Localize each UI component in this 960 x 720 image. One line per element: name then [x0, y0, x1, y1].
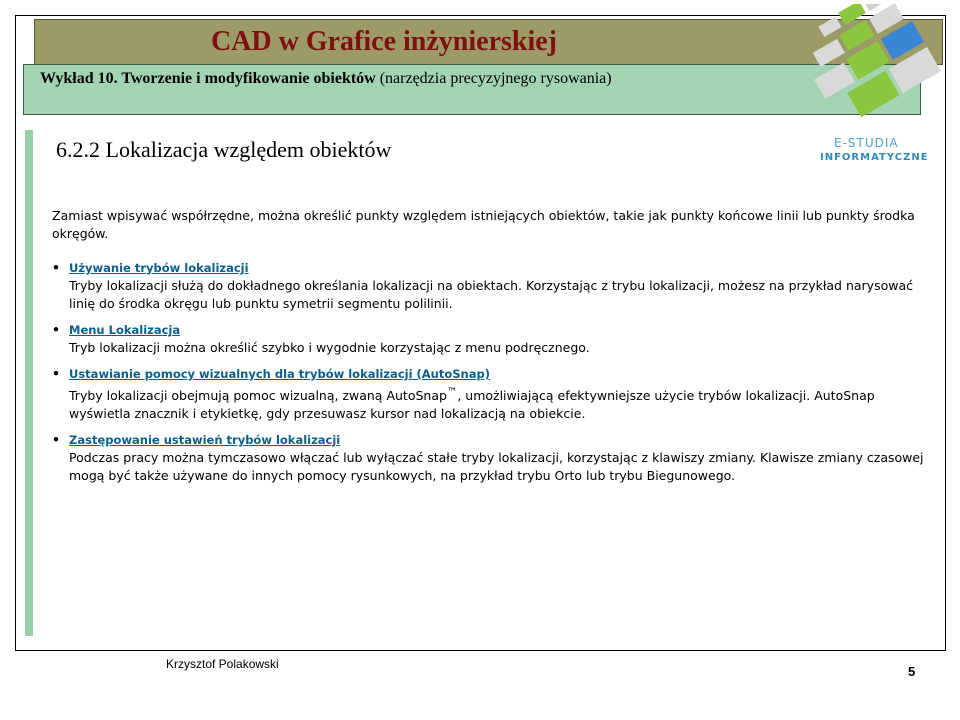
bullet-icon: •	[52, 322, 60, 337]
subtitle-bold: Wykład 10. Tworzenie i modyfikowanie obiektów	[40, 70, 376, 87]
bullet-icon: •	[52, 260, 60, 275]
desc-part-2: , umożliwiającą efektywniejsze użycie trybów lokalizacji. AutoSnap wyświetla znacznik i etykietkę, gdy przesuwasz kursor nad lokalizacją na obiekcie.	[69, 388, 875, 422]
logo-text-informatyczne: INFORMATYCZNE	[820, 152, 929, 163]
slide-subtitle	[40, 70, 612, 88]
item-description	[69, 383, 937, 423]
item-description: Tryby lokalizacji służą do dokładnego określania lokalizacji na obiektach. Korzystając z trybu lokalizacji, możesz na przykład narysować linię do środka okręgu lub punktu symetrii segmentu polilinii.	[69, 278, 914, 311]
bullet-icon: •	[52, 432, 60, 448]
list-item	[52, 365, 937, 423]
footer-author: Krzysztof Polakowski	[166, 657, 279, 671]
subtitle-rest: (narzędzia precyzyjnego rysowania)	[375, 70, 612, 87]
link-uzywanie-trybow[interactable]: Używanie trybów lokalizacji	[69, 261, 249, 275]
list-item	[52, 431, 937, 485]
slide-title: CAD w Grafice inżynierskiej	[210, 26, 558, 57]
page-number: 5	[908, 664, 916, 679]
list-item	[52, 259, 937, 313]
trademark-sign: ™	[446, 386, 458, 398]
list-item	[52, 321, 937, 357]
side-accent-bar	[25, 130, 33, 636]
link-menu-lokalizacja[interactable]: Menu Lokalizacja	[69, 323, 181, 337]
desc-part-1: Tryby lokalizacji obejmują pomoc wizualną, zwaną AutoSnap	[69, 388, 447, 404]
link-zastepowanie-ustawien[interactable]: Zastępowanie ustawień trybów lokalizacji	[69, 433, 341, 448]
link-autosnap[interactable]: Ustawianie pomocy wizualnych dla trybów lokalizacji (AutoSnap)	[69, 367, 490, 381]
section-heading: 6.2.2 Lokalizacja względem obiektów	[56, 137, 392, 162]
e-studia-logo-icon	[808, 4, 948, 129]
bullet-icon: •	[52, 366, 60, 381]
logo-text-estudia: E-STUDIA	[834, 136, 899, 150]
item-description: Podczas pracy można tymczasowo włączać lub wyłączać stałe tryby lokalizacji, korzystając z klawiszy zmiany. Klawisze zmiany czasowej mogą być także używane do innych pomocy rysunkowych, na przykład trybu Orto lub trybu Biegunowego.	[69, 450, 924, 484]
item-description: Tryb lokalizacji można określić szybko i wygodnie korzystając z menu podręcznego.	[69, 340, 590, 355]
section-content	[52, 207, 937, 493]
intro-paragraph: Zamiast wpisywać współrzędne, można określić punkty względem istniejących obiektów, takie jak punkty końcowe linii lub punkty środka okręgów.	[52, 208, 915, 241]
